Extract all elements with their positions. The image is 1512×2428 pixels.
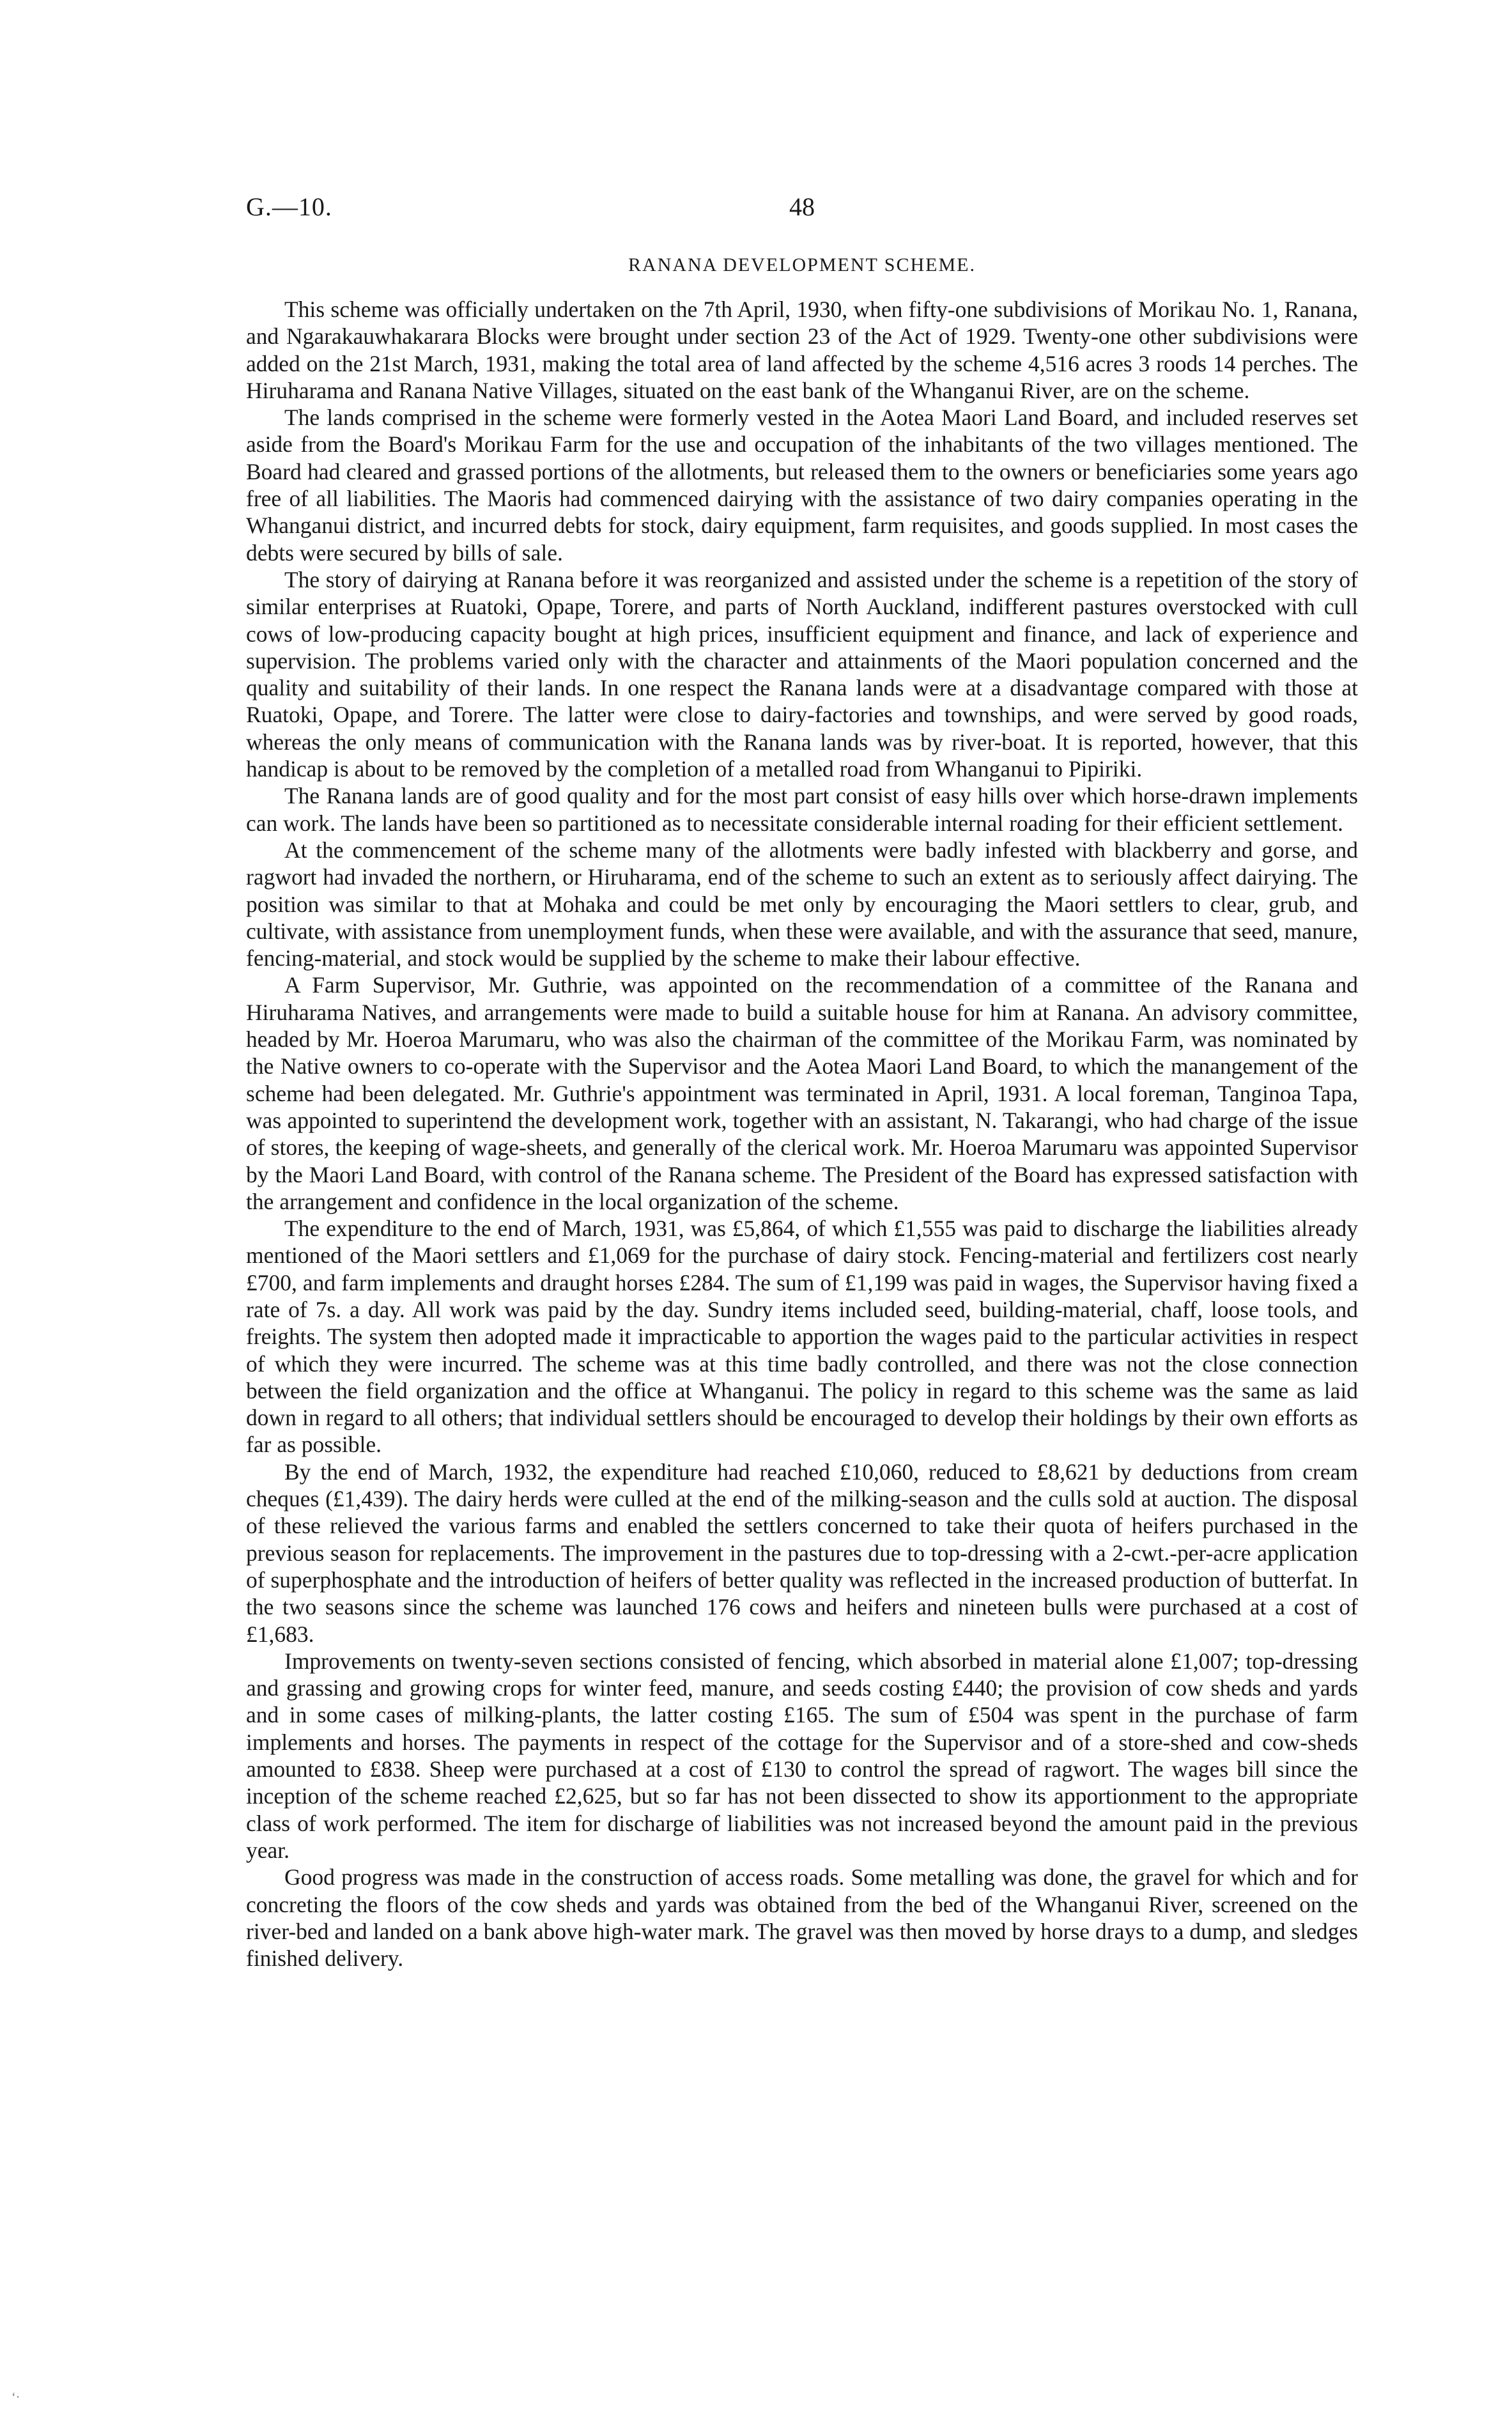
paragraph: By the end of March, 1932, the expenditure had reached £10,060, reduced to £8,621 by deductions from cream cheques (£1,439). The dairy herds were culled at the end of the milking-season and the culls sold at auction. The disposal of these relieved the various farms and enabled the settlers concerned to take their quota of heifers purchased in the previous season for replacements. The improvement in the pastures due to top-dressing with a 2-cwt.-per-acre application of superphosphate and the introduction of heifers of better quality was reflected in the increased production of butterfat. In the two seasons since the scheme was launched 176 cows and heifers and nineteen bulls were purchased at a cost of £1,683. [246,1458,1358,1647]
paragraph: The Ranana lands are of good quality and for the most part consist of easy hills over which horse-drawn implements can work. The lands have been so partitioned as to necessitate considerable internal roading for their efficient settlement. [246,783,1358,836]
paragraph: The story of dairying at Ranana before it was reorganized and assisted under the scheme is a repetition of the story of similar enterprises at Ruatoki, Opape, Torere, and parts of North Auckland, indifferent pastures overstocked with cull cows of low-producing capacity bought at high prices, insufficient equipment and finance, and lack of experience and supervision. The problems varied only with the character and attainments of the Maori population concerned and the quality and suitability of their lands. In one respect the Ranana lands were at a disadvantage compared with those at Ruatoki, Opape, and Torere. The latter were close to dairy-factories and townships, and were served by good roads, whereas the only means of communication with the Ranana lands was by river-boat. It is reported, however, that this handicap is about to be removed by the completion of a metalled road from Whanganui to Pipiriki. [246,566,1358,782]
section-title: RANANA DEVELOPMENT SCHEME. [628,254,976,275]
paragraph: At the commencement of the scheme many of the allotments were badly infested with blackberry and gorse, and ragwort had invaded the northern, or Hiruharama, end of the scheme to such an extent as to seriously affect dairying. The position was similar to that at Mohaka and could be met only by encouraging the Maori settlers to clear, grub, and cultivate, with assistance from unemployment funds, when these were available, and with the assurance that seed, manure, fencing-material, and stock would be supplied by the scheme to make their labour effective. [246,837,1358,971]
paragraph: A Farm Supervisor, Mr. Guthrie, was appointed on the recommendation of a committee of the Ranana and Hiruharama Natives, and arrangements were made to build a suitable house for him at Ranana. An advisory committee, headed by Mr. Hoeroa Marumaru, who was also the chairman of the committee of the Morikau Farm, was nominated by the Native owners to co-operate with the Supervisor and the Aotea Maori Land Board, to which the manangement of the scheme had been delegated. Mr. Guthrie's appointment was terminated in April, 1931. A local foreman, Tanginoa Tapa, was appointed to superintend the development work, together with an assistant, N. Takarangi, who had charge of the issue of stores, the keeping of wage-sheets, and generally of the clerical work. Mr. Hoeroa Marumaru was appointed Supervisor by the Maori Land Board, with control of the Ranana scheme. The President of the Board has expressed satisfaction with the arrangement and confidence in the local organization of the scheme. [246,972,1358,1214]
paragraph: This scheme was officially undertaken on the 7th April, 1930, when fifty-one subdivisions of Morikau No. 1, Ranana, and Ngarakauwhakarara Blocks were brought under section 23 of the Act of 1929. Twenty-one other subdivisions were added on the 21st March, 1931, making the total area of land affected by the scheme 4,516 acres 3 roods 14 perches. The Hiruharama and Ranana Native Villages, situated on the east bank of the Whanganui River, are on the scheme. [246,297,1358,403]
page-header [246,192,1358,230]
document-reference: G.—10. [246,192,332,221]
page-number: 48 [789,192,815,221]
paragraph: The lands comprised in the scheme were formerly vested in the Aotea Maori Land Board, and included reserves set aside from the Board's Morikau Farm for the use and occupation of the inhabitants of the two villages mentioned. The Board had cleared and grassed portions of the allotments, but released them to the owners or beneficiaries some years ago free of all liabilities. The Maoris had commenced dairying with the assistance of two dairy companies operating in the Whanganui district, and incurred debts for stock, dairy equipment, farm requisites, and goods supplied. In most cases the debts were secured by bills of sale. [246,405,1358,566]
body-text [246,296,1358,1972]
paragraph: Improvements on twenty-seven sections consisted of fencing, which absorbed in material alone £1,007; top-dressing and grassing and growing crops for winter feed, manure, and seeds costing £440; the provision of cow sheds and yards and in some cases of milking-plants, the latter costing £165. The sum of £504 was spent in the purchase of farm implements and horses. The payments in respect of the cottage for the Supervisor and of a store-shed and cow-sheds amounted to £838. Sheep were purchased at a cost of £130 to control the spread of ragwort. The wages bill since the inception of the scheme reached £2,625, but so far has not been dissected to show its apportionment to the appropriate class of work performed. The item for discharge of liabilities was not increased beyond the amount paid in the previous year. [246,1648,1358,1863]
paragraph: The expenditure to the end of March, 1931, was £5,864, of which £1,555 was paid to discharge the liabilities already mentioned of the Maori settlers and £1,069 for the purchase of dairy stock. Fencing-material and fertilizers cost nearly £700, and farm implements and draught horses £284. The sum of £1,199 was paid in wages, the Supervisor having fixed a rate of 7s. a day. All work was paid by the day. Sundry items included seed, building-material, chaff, loose tools, and freights. The system then adopted made it impracticable to apportion the wages paid to the particular activities in respect of which they were incurred. The scheme was at this time badly controlled, and there was not the close connection between the field organization and the office at Whanganui. The policy in regard to this scheme was the same as laid down in regard to all others; that individual settlers should be encouraged to develop their holdings by their own efforts as far as possible. [246,1216,1358,1458]
paragraph: Good progress was made in the construction of access roads. Some metalling was done, the gravel for which and for concreting the floors of the cow sheds and yards was obtained from the bed of the Whanganui River, screened on the river-bed and landed on a bank above high-water mark. The gravel was then moved by horse drays to a dump, and sledges finished delivery. [246,1864,1358,1972]
scan-mark: ‘· [12,2390,20,2404]
